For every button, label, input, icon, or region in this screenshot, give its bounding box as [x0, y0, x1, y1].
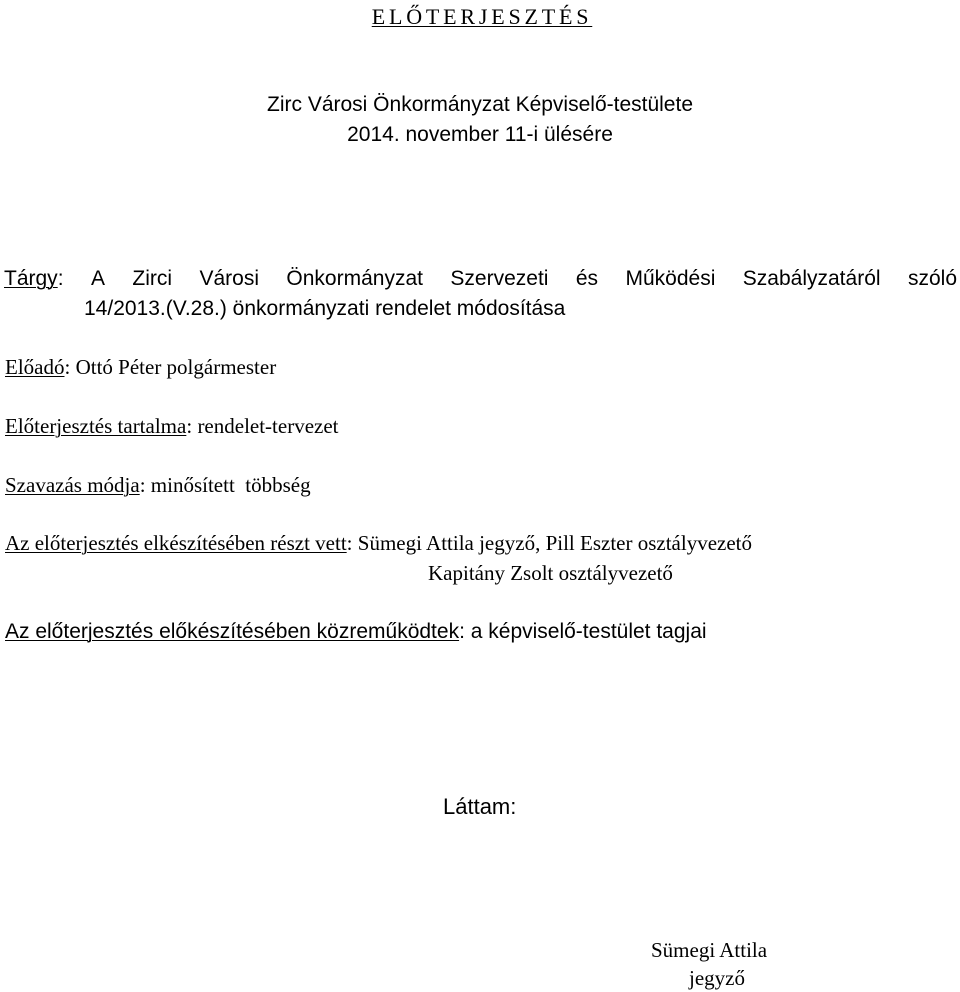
- participants-label: Az előterjesztés előkészítésében közreműködtek: [5, 620, 460, 643]
- presenter-label: Előadó: [5, 355, 65, 379]
- subject-word: A: [90, 267, 105, 290]
- prepared-by-value-2: Kapitány Zsolt osztályvezető: [428, 561, 673, 585]
- subject-word: Zirci: [132, 267, 173, 290]
- organization-name: Zirc Városi Önkormányzat Képviselő-testülete: [267, 93, 693, 116]
- document-title: ELŐTERJESZTÉS: [371, 4, 593, 29]
- prepared-by-value-1: Sümegi Attila jegyző, Pill Eszter osztályvezető: [357, 531, 753, 555]
- prepared-by-label: Az előterjesztés elkészítésében részt vett: [5, 531, 347, 555]
- subject-word: Szabályzatáról: [742, 267, 881, 290]
- seen-label: Láttam:: [443, 794, 517, 819]
- subject-word: Szervezeti: [450, 267, 549, 290]
- subject-word: Önkormányzat: [286, 267, 423, 290]
- participants-line: Az előterjesztés előkészítésében közreműködtek: a képviselő-testület tagjai: [5, 620, 707, 643]
- presenter-line: Előadó: Ottó Péter polgármester: [5, 355, 277, 379]
- subject-word: és: [575, 267, 599, 290]
- participants-value: a képviselő-testület tagjai: [470, 620, 707, 643]
- subject-word: Működési: [625, 267, 716, 290]
- subject-word: szóló: [907, 267, 957, 290]
- subject-label-group: Tárgy:: [4, 267, 64, 290]
- content-type-label: Előterjesztés tartalma: [5, 414, 187, 438]
- signer-title: jegyző: [689, 966, 745, 990]
- content-type-value: rendelet-tervezet: [197, 414, 339, 438]
- signer-name: Sümegi Attila: [651, 938, 768, 962]
- voting-value: minősített többség: [150, 473, 311, 497]
- subject-word: Városi: [199, 267, 259, 290]
- meeting-date: 2014. november 11-i ülésére: [347, 123, 613, 146]
- presenter-value: Ottó Péter polgármester: [75, 355, 277, 379]
- subject-line-1: [4, 268, 957, 289]
- subject-label: Tárgy: [4, 267, 58, 290]
- prepared-by-line-1: Az előterjesztés elkészítésében részt vett: Sümegi Attila jegyző, Pill Eszter osztályvezető: [5, 531, 753, 555]
- subject-line-2: 14/2013.(V.28.) önkormányzati rendelet módosítása: [84, 297, 566, 320]
- voting-label: Szavazás módja: [5, 473, 140, 497]
- voting-line: Szavazás módja: minősített többség: [5, 473, 311, 497]
- content-type-line: Előterjesztés tartalma: rendelet-tervezet: [5, 414, 339, 438]
